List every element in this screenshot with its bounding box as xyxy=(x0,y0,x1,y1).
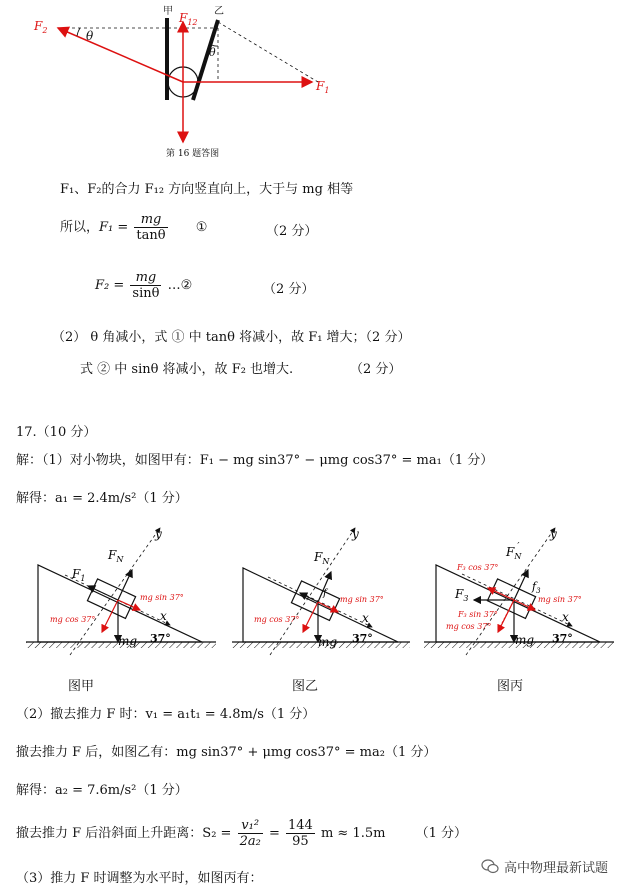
svg-text:FN: $F_N$ xyxy=(314,550,330,566)
label-F1: $F_1$ xyxy=(316,79,330,95)
svg-text:mg: mg xyxy=(515,633,535,647)
s17-header: 17.（10 分） xyxy=(16,425,97,440)
svg-text:37°: 37° xyxy=(150,632,171,645)
s17-line4: 撤去推力 F 后，如图乙有：mg sin37° + μmg cos37° = ma₂（1 分） xyxy=(16,745,437,760)
watermark-text: 高中物理最新试题 xyxy=(503,861,608,876)
svg-text:x: x xyxy=(160,609,167,623)
svg-text:mg cos 37°: mg cos 37° xyxy=(446,622,492,631)
s16-line2: 所以，F₁ = $\frac{mg}{\tan\theta}$ ① xyxy=(60,212,208,243)
svg-text:FN′: $F_N'$ xyxy=(506,542,522,561)
svg-text:mg: mg xyxy=(318,635,338,649)
svg-text:y: y xyxy=(352,527,359,541)
s16-line4: （2） θ 角减小，式 ① 中 tanθ 将减小，故 F₁ 增大；（2 分） xyxy=(52,330,411,345)
wechat-icon xyxy=(481,859,499,874)
svg-text:mg sin 37°: mg sin 37° xyxy=(538,595,582,604)
s17-line6: 撤去推力 F 后沿斜面上升距离：S₂ = $\frac{\text{v₁²}}{\text{2a₂}}$ = $\frac{144}{95}$ m ≈ 1.5m （1 分） xyxy=(16,818,468,849)
s17-line3: （2）撤去推力 F 时：v₁ = a₁t₁ = 4.8m/s（1 分） xyxy=(16,707,316,722)
svg-text:mg: mg xyxy=(118,634,138,648)
label-theta-right: θ xyxy=(209,46,216,59)
caption-yi: 图乙 xyxy=(292,679,319,694)
s17-line1: 解：（1）对小物块，如图甲有：F₁ − mg sin37° − μmg cos37° = ma₁（1 分） xyxy=(16,453,494,468)
s16-line3-score: （2 分） xyxy=(263,282,315,297)
s16-line5: 式 ② 中 sinθ 将减小，故 F₂ 也增大. xyxy=(80,362,294,377)
svg-text:f3: $f_3$ xyxy=(532,580,541,595)
incline-bing xyxy=(424,527,614,655)
s16-line2-score: （2 分） xyxy=(266,224,318,239)
svg-text:y: y xyxy=(550,527,557,541)
caption-bing: 图丙 xyxy=(497,679,524,694)
s16-line3: F₂ = $\frac{mg}{\sin\theta}$ …② xyxy=(95,270,193,301)
force-F2 xyxy=(58,28,183,82)
svg-text:FN: $F_N$ xyxy=(108,548,124,564)
watermark xyxy=(481,857,608,876)
caption-jia: 图甲 xyxy=(68,679,95,694)
label-yi: 乙 xyxy=(214,6,224,17)
svg-text:x: x xyxy=(562,610,569,624)
s16-line1: F₁、F₂的合力 F₁₂ 方向竖直向上，大于与 mg 相等 xyxy=(60,182,354,197)
s17-line2: 解得：a₁ = 2.4m/s²（1 分） xyxy=(16,491,188,506)
svg-text:mg cos 37°: mg cos 37° xyxy=(50,615,96,624)
svg-text:y: y xyxy=(155,527,162,541)
svg-text:37°: 37° xyxy=(552,632,573,645)
incline-jia xyxy=(26,527,216,655)
svg-text:mg sin 37°: mg sin 37° xyxy=(140,593,184,602)
label-jia: 甲 xyxy=(163,6,173,17)
svg-text:F₃ cos 37°: F₃ cos 37° xyxy=(457,563,499,572)
svg-text:mg sin 37°: mg sin 37° xyxy=(340,595,384,604)
svg-text:37°: 37° xyxy=(352,632,373,645)
label-F12: $F_{12}$ xyxy=(179,11,198,27)
svg-text:F1: $F_1$ xyxy=(72,567,86,583)
svg-text:F3: $F_3$ xyxy=(455,587,469,603)
figure-16-caption: 第 16 题答图 xyxy=(166,149,220,159)
svg-text:x: x xyxy=(362,611,369,625)
svg-text:F₃ sin 37°: F₃ sin 37° xyxy=(458,610,498,619)
svg-text:f: f xyxy=(323,588,327,599)
s17-line7: （3）推力 F 时调整为水平时，如图丙有： xyxy=(16,871,263,886)
incline-yi xyxy=(232,527,410,655)
figure-16 xyxy=(0,0,400,165)
s16-line5-score: （2 分） xyxy=(350,362,402,377)
label-theta-left: θ xyxy=(86,29,94,43)
incline-figures xyxy=(0,520,620,670)
s17-line5: 解得：a₂ = 7.6m/s²（1 分） xyxy=(16,783,188,798)
label-F2: $F_2$ xyxy=(34,19,48,35)
svg-text:mg cos 37°: mg cos 37° xyxy=(254,615,300,624)
